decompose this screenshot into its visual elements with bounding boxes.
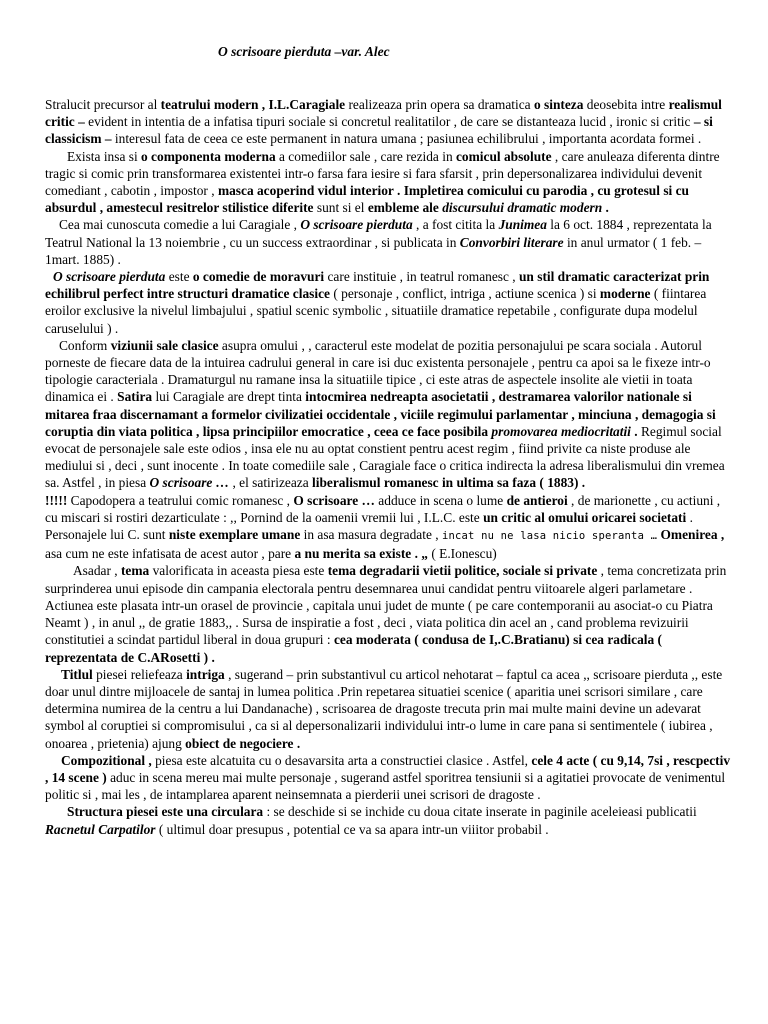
text: Regimul social evocat de personajele sale este odios , insa ele nu au optat constient pentru acest regim , fiind privite ca niste produse ale mediului si , deci , sunt inocente . In toate comediile sale , Caragiale face o critica indirecta la adresa liberalismului din vremea sa. Astfel , in piesa: [45, 423, 725, 491]
paragraph-publication: [45, 216, 735, 268]
bold-text: Compozitional ,: [61, 752, 152, 768]
bold-text: a nu merita sa existe . „: [294, 546, 428, 562]
bold-text: o comedie de moravuri: [192, 269, 325, 285]
text: , tema concretizata prin surprinderea unui episode din campania electorala pentru desemnarea unui candidat pentru viitoarele algeri parlametare . Actiunea este plasata intr-un orasel de provincie , capitala unui judet de munte ( pe care contemporanii au asociat-o cu Piatra Neamt ) , in anul ,, de gratie 1883,, . Sursa de inspiratie a fost , deci , viata politica din acel an , cand problema revizuirii constitutiei a scindat partidul liberal in doua grupuri :: [45, 563, 727, 648]
text: lui Caragiale are drept tinta: [152, 389, 306, 405]
text: asa cum ne este infatisata de acest autor , pare: [45, 546, 295, 562]
text: a comediilor sale , care rezida in: [275, 148, 456, 164]
bold-text: Structura piesei este una circulara: [67, 804, 264, 820]
text: : se deschide si se inchide cu doua citate inserate in paginile aceleieasi publicatii: [263, 804, 697, 820]
text: , care anuleaza diferenta dintre tragic si comic prin transformarea existentei intr-o farsa fara iesire si fara sfarsit , prin depersonalizarea individului devenit comediant , cabotin , impostor ,: [45, 148, 720, 199]
text: ( fiintarea eroilor exclusive la nivelul limbajului , spatiul scenic symbolic , situatiile dramatice repetabile , configurate dupa modelul caruselului ) .: [45, 286, 707, 336]
text: in anul urmator ( 1 feb. – 1mart. 1885) .: [45, 234, 702, 267]
text: deosebita intre: [583, 97, 669, 112]
bold-italic-text: Convorbiri literare: [459, 234, 564, 250]
text: aduc in scena mereu mai multe personaje , sugerand astfel sporitrea tensiunii si a agitatiei provocate de venimentul politic si , mai les , de intamplarea aparent neinsemnata a pierderii unei scrisori de dragoste .: [45, 769, 726, 803]
bold-text: obiect de negociere .: [185, 735, 301, 751]
bold-text: Omenirea ,: [660, 527, 725, 543]
mono-quote-text: incat nu ne lasa nicio speranta …: [441, 530, 658, 543]
bold-italic-text: O scrisoare …: [149, 475, 230, 491]
text: piesa este alcatuita cu o desavarsita arta a constructiei clasice . Astfel,: [151, 752, 532, 768]
bold-text: comicul absolute: [455, 148, 552, 164]
bold-text: liberalismul romanesc in ultima sa faza ( 1883) .: [312, 475, 586, 491]
bold-text: .: [630, 423, 638, 439]
paragraph-modern-component: [45, 148, 735, 217]
text: ( E.Ionescu): [427, 546, 497, 562]
paragraph-classic-vision: [45, 337, 735, 492]
page-title: O scrisoare pierduta –var. Alec: [218, 44, 390, 59]
text: , a fost citita la: [412, 217, 499, 233]
bold-text: un critic al omului oricarei societati: [483, 509, 687, 525]
bold-text: un stil dramatic caracterizat prin echilibrul perfect intre structuri dramatice clasice: [45, 269, 710, 302]
bold-text: Titlul: [61, 666, 93, 682]
bold-text: realismul critic –: [45, 97, 722, 130]
bold-text: viziunii sale clasice: [110, 337, 219, 353]
text: , de marionette , cu actiuni , cu miscari si rostiri dezarticulate : ,, Pornind de la oamenii vremii lui , I.L.C. este: [45, 492, 721, 525]
text: realizeaza prin opera sa dramatica: [345, 97, 534, 112]
text: ( personaje , conflict, intriga , actiune scenica ) si: [329, 286, 600, 302]
text: la 6 oct. 1884 , reprezentata la Teatrul National la 13 noiembrie , cu un success extraordinar , si publicata in: [45, 217, 712, 250]
text: interesul fata de ceea ce este permanent in natura umana ; pasiunea echilibrului , importanta acordata formei .: [111, 131, 702, 147]
bold-text: !!!!!: [45, 492, 68, 508]
text: sunt si el: [313, 200, 368, 216]
text: Exista insa si: [67, 148, 142, 164]
text: evident in intentia de a infatisa tipuri sociale si concretul realitatilor , de care se distanteaza lucid , ironic si critic: [84, 114, 694, 130]
bold-italic-text: Junimea: [498, 217, 547, 233]
bold-italic-text: O scrisoare pierduta: [300, 217, 413, 233]
paragraph-composition: [45, 752, 735, 804]
paragraph-masterpiece: [45, 492, 735, 563]
paragraph-structure: [45, 803, 735, 837]
paragraph-comedy-of-manners: [45, 268, 735, 337]
text: in asa masura degradate ,: [300, 527, 442, 543]
bold-italic-text: Racnetul Carpatilor: [45, 821, 156, 837]
bold-text: intriga: [186, 666, 225, 682]
bold-text: tema: [120, 563, 150, 579]
text: , el satirizeaza: [229, 475, 313, 491]
bold-text: – si classicism –: [45, 114, 713, 147]
bold-text: niste exemplare umane: [168, 527, 301, 543]
bold-italic-text: discursului dramatic modern: [438, 200, 603, 216]
text: Asadar ,: [73, 563, 121, 579]
bold-text: Satira: [117, 389, 153, 405]
text: Stralucit precursor al: [45, 97, 161, 112]
bold-text: moderne: [599, 286, 651, 302]
text: asupra omului , , caracterul este modelat de pozitia personajului pe scara sociala . Autorul porneste de fiecare data de la intuirea cadrului general in care isi duc existenta personajele , pentru ca apoi sa le fixeze intr-o tipologie caracteriala . Dramaturgul nu ramane insa la situatiile tipice , ci este atras de aspectele insolite ale vietii in toata dinamica ei .: [45, 337, 711, 405]
bold-text: teatrului modern , I.L.Caragiale: [160, 97, 346, 112]
bold-text: .: [602, 200, 609, 216]
text: piesei reliefeaza: [92, 666, 187, 682]
bold-italic-text: O scrisoare pierduta: [53, 269, 166, 285]
text: ( ultimul doar presupus , potential ce va sa apara intr-un viiitor probabil .: [155, 821, 549, 837]
text: Cea mai cunoscuta comedie a lui Caragiale ,: [59, 217, 301, 233]
document-body: [45, 96, 735, 838]
text: . Personajele lui C. sunt: [45, 509, 693, 543]
text: care instituie , in teatrul romanesc ,: [324, 269, 519, 285]
paragraph-title: [45, 666, 735, 752]
bold-italic-text: promovarea mediocritatii: [488, 423, 631, 439]
bold-text: masca acoperind vidul interior .: [217, 183, 401, 199]
bold-text: o componenta moderna: [141, 148, 276, 164]
text: Conform: [59, 337, 111, 353]
bold-text: de antieroi: [506, 492, 568, 508]
bold-text: O scrisoare …: [293, 492, 375, 508]
text: Capodopera a teatrului comic romanesc ,: [67, 492, 294, 508]
bold-text: intocmirea nedreapta asocietatii , destramarea valorilor nationale si mitarea fraa discernamant a formelor civilizatiei occidentale , viciile regimului parlamentar , minciuna , demagogia si coruptia din viata politica , lipsa principiilor emocratice , ceea ce face posibila: [45, 389, 716, 439]
bold-text: cele 4 acte ( cu 9,14, 7si , rescpectiv , 14 scene ): [45, 752, 731, 785]
bold-text: tema degradarii vietii politice, sociale si private: [327, 563, 598, 579]
text: adduce in scena o lume: [374, 492, 507, 508]
bold-text: o sinteza: [533, 97, 584, 112]
text: valorificata in aceasta piesa este: [149, 563, 328, 579]
bold-text: embleme ale: [367, 200, 439, 216]
bold-text: cea moderata ( condusa de I,.C.Bratianu) si cea radicala ( reprezentata de C.ARosetti ) .: [45, 632, 662, 665]
text: este: [165, 269, 193, 285]
text: , sugerand – prin substantivul cu articol nehotarat – faptul ca acea ,, scrisoare pierduta ,, este doar unul dintre mijloacele de santaj in lumea politica .Prin repetarea situatiei scenice ( aparitia unei scrisori similare , care determina numirea de la centru a lui Dandanache) , scrisoarea de dragoste trecuta prin mai multe maini devine un adevarat symbol al coruptiei si compromisului , ca si al depersonalizarii individului intr-o lume in care pana si sentimentele ( iubirea , onoarea , prietenia) ajung: [45, 666, 723, 751]
bold-text: Impletirea comicului cu parodia , cu grotesul si cu absurdul , amestecul resitrelor stilistice diferite: [45, 183, 689, 216]
paragraph-theme: [45, 562, 735, 665]
paragraph-intro: [45, 96, 735, 148]
